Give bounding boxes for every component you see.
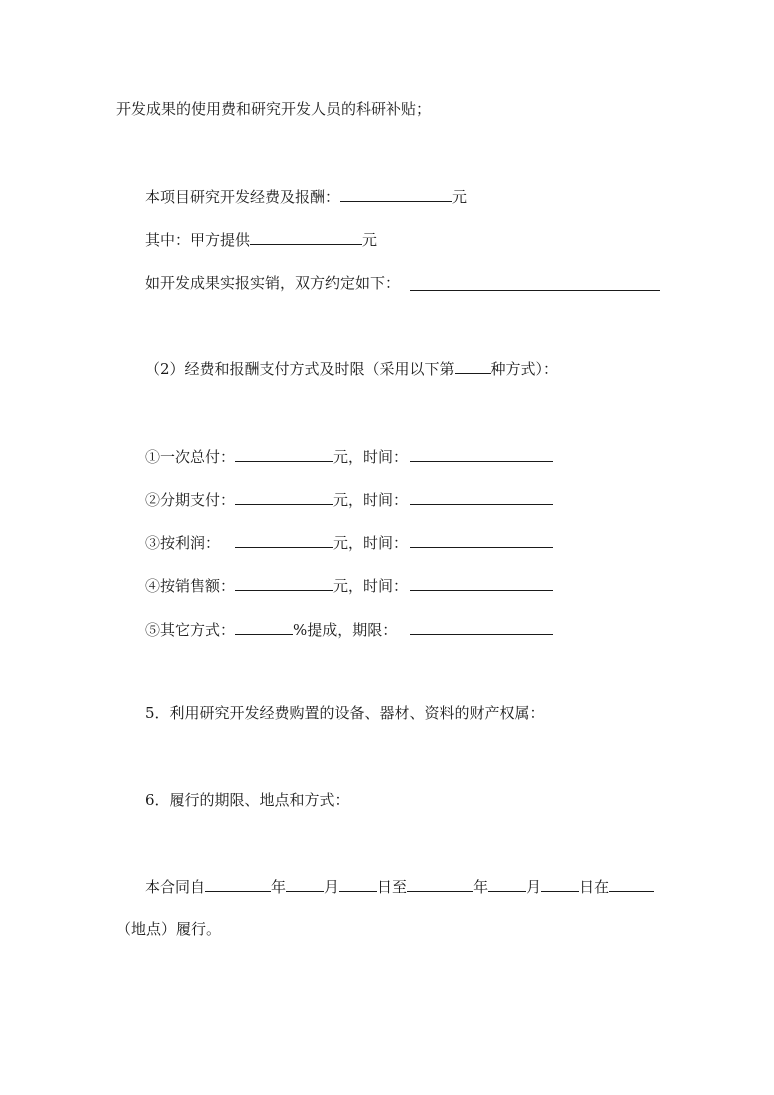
option-3-row xyxy=(145,532,553,553)
party-a-label: 其中：甲方提供 xyxy=(145,231,251,249)
option-5-percent-field[interactable] xyxy=(235,619,293,635)
section-6-heading: 6．履行的期限、地点和方式： xyxy=(145,791,350,809)
start-day-field[interactable] xyxy=(339,876,377,892)
option-3-time-field[interactable] xyxy=(410,532,553,548)
option-4-row xyxy=(145,575,553,596)
reimburse-row xyxy=(145,273,400,293)
party-a-unit: 元 xyxy=(362,231,378,249)
period-month-2: 月 xyxy=(526,878,542,896)
party-a-row xyxy=(145,229,377,250)
period-prefix: 本合同自 xyxy=(145,878,206,896)
period-day-1: 日至 xyxy=(377,878,408,896)
payment-heading-prefix: （2）经费和报酬支付方式及时限（采用以下第 xyxy=(145,360,455,378)
period-day-2: 日在 xyxy=(579,878,610,896)
option-3-label: ③按利润： xyxy=(145,534,221,552)
option-2-row xyxy=(145,489,553,510)
option-2-time-field[interactable] xyxy=(410,489,553,505)
payment-method-number-field[interactable] xyxy=(455,358,491,374)
period-place-line: （地点）履行。 xyxy=(116,920,222,938)
reimburse-label: 如开发成果实报实销，双方约定如下： xyxy=(145,274,401,292)
section-5-heading: 5．利用研究开发经费购置的设备、器材、资料的财产权属： xyxy=(145,704,545,722)
option-4-unit: 元，时间： xyxy=(333,577,409,595)
option-2-unit: 元，时间： xyxy=(333,491,409,509)
end-month-field[interactable] xyxy=(488,876,526,892)
option-3-amount-field[interactable] xyxy=(235,532,333,548)
fee-unit: 元 xyxy=(452,188,468,206)
party-a-amount-field[interactable] xyxy=(250,229,362,245)
option-1-unit: 元，时间： xyxy=(333,448,409,466)
fee-row xyxy=(145,186,467,207)
place-field[interactable] xyxy=(609,876,654,892)
option-1-time-field[interactable] xyxy=(410,446,553,462)
end-day-field[interactable] xyxy=(541,876,579,892)
reimburse-terms-field[interactable] xyxy=(410,275,660,291)
period-year-2: 年 xyxy=(473,878,489,896)
option-5-unit: %提成，期限： xyxy=(293,621,398,639)
option-1-row xyxy=(145,446,553,467)
end-year-field[interactable] xyxy=(407,876,473,892)
start-year-field[interactable] xyxy=(205,876,271,892)
option-4-amount-field[interactable] xyxy=(235,575,333,591)
option-2-amount-field[interactable] xyxy=(235,489,333,505)
fee-label: 本项目研究开发经费及报酬： xyxy=(145,188,341,206)
payment-heading-suffix: 种方式）： xyxy=(490,360,559,378)
intro-text: 开发成果的使用费和研究开发人员的科研补贴； xyxy=(116,100,432,118)
option-4-time-field[interactable] xyxy=(410,575,553,591)
option-5-label: ⑤其它方式： xyxy=(145,621,236,639)
period-row xyxy=(145,876,654,897)
option-2-label: ②分期支付： xyxy=(145,491,236,509)
period-month-1: 月 xyxy=(324,878,340,896)
option-1-label: ①一次总付： xyxy=(145,448,236,466)
payment-heading xyxy=(145,358,558,379)
start-month-field[interactable] xyxy=(286,876,324,892)
option-3-unit: 元，时间： xyxy=(333,534,409,552)
period-year-1: 年 xyxy=(271,878,287,896)
option-4-label: ④按销售额： xyxy=(145,577,236,595)
fee-amount-field[interactable] xyxy=(340,186,452,202)
option-5-period-field[interactable] xyxy=(410,619,553,635)
option-1-amount-field[interactable] xyxy=(235,446,333,462)
option-5-row xyxy=(145,619,553,640)
